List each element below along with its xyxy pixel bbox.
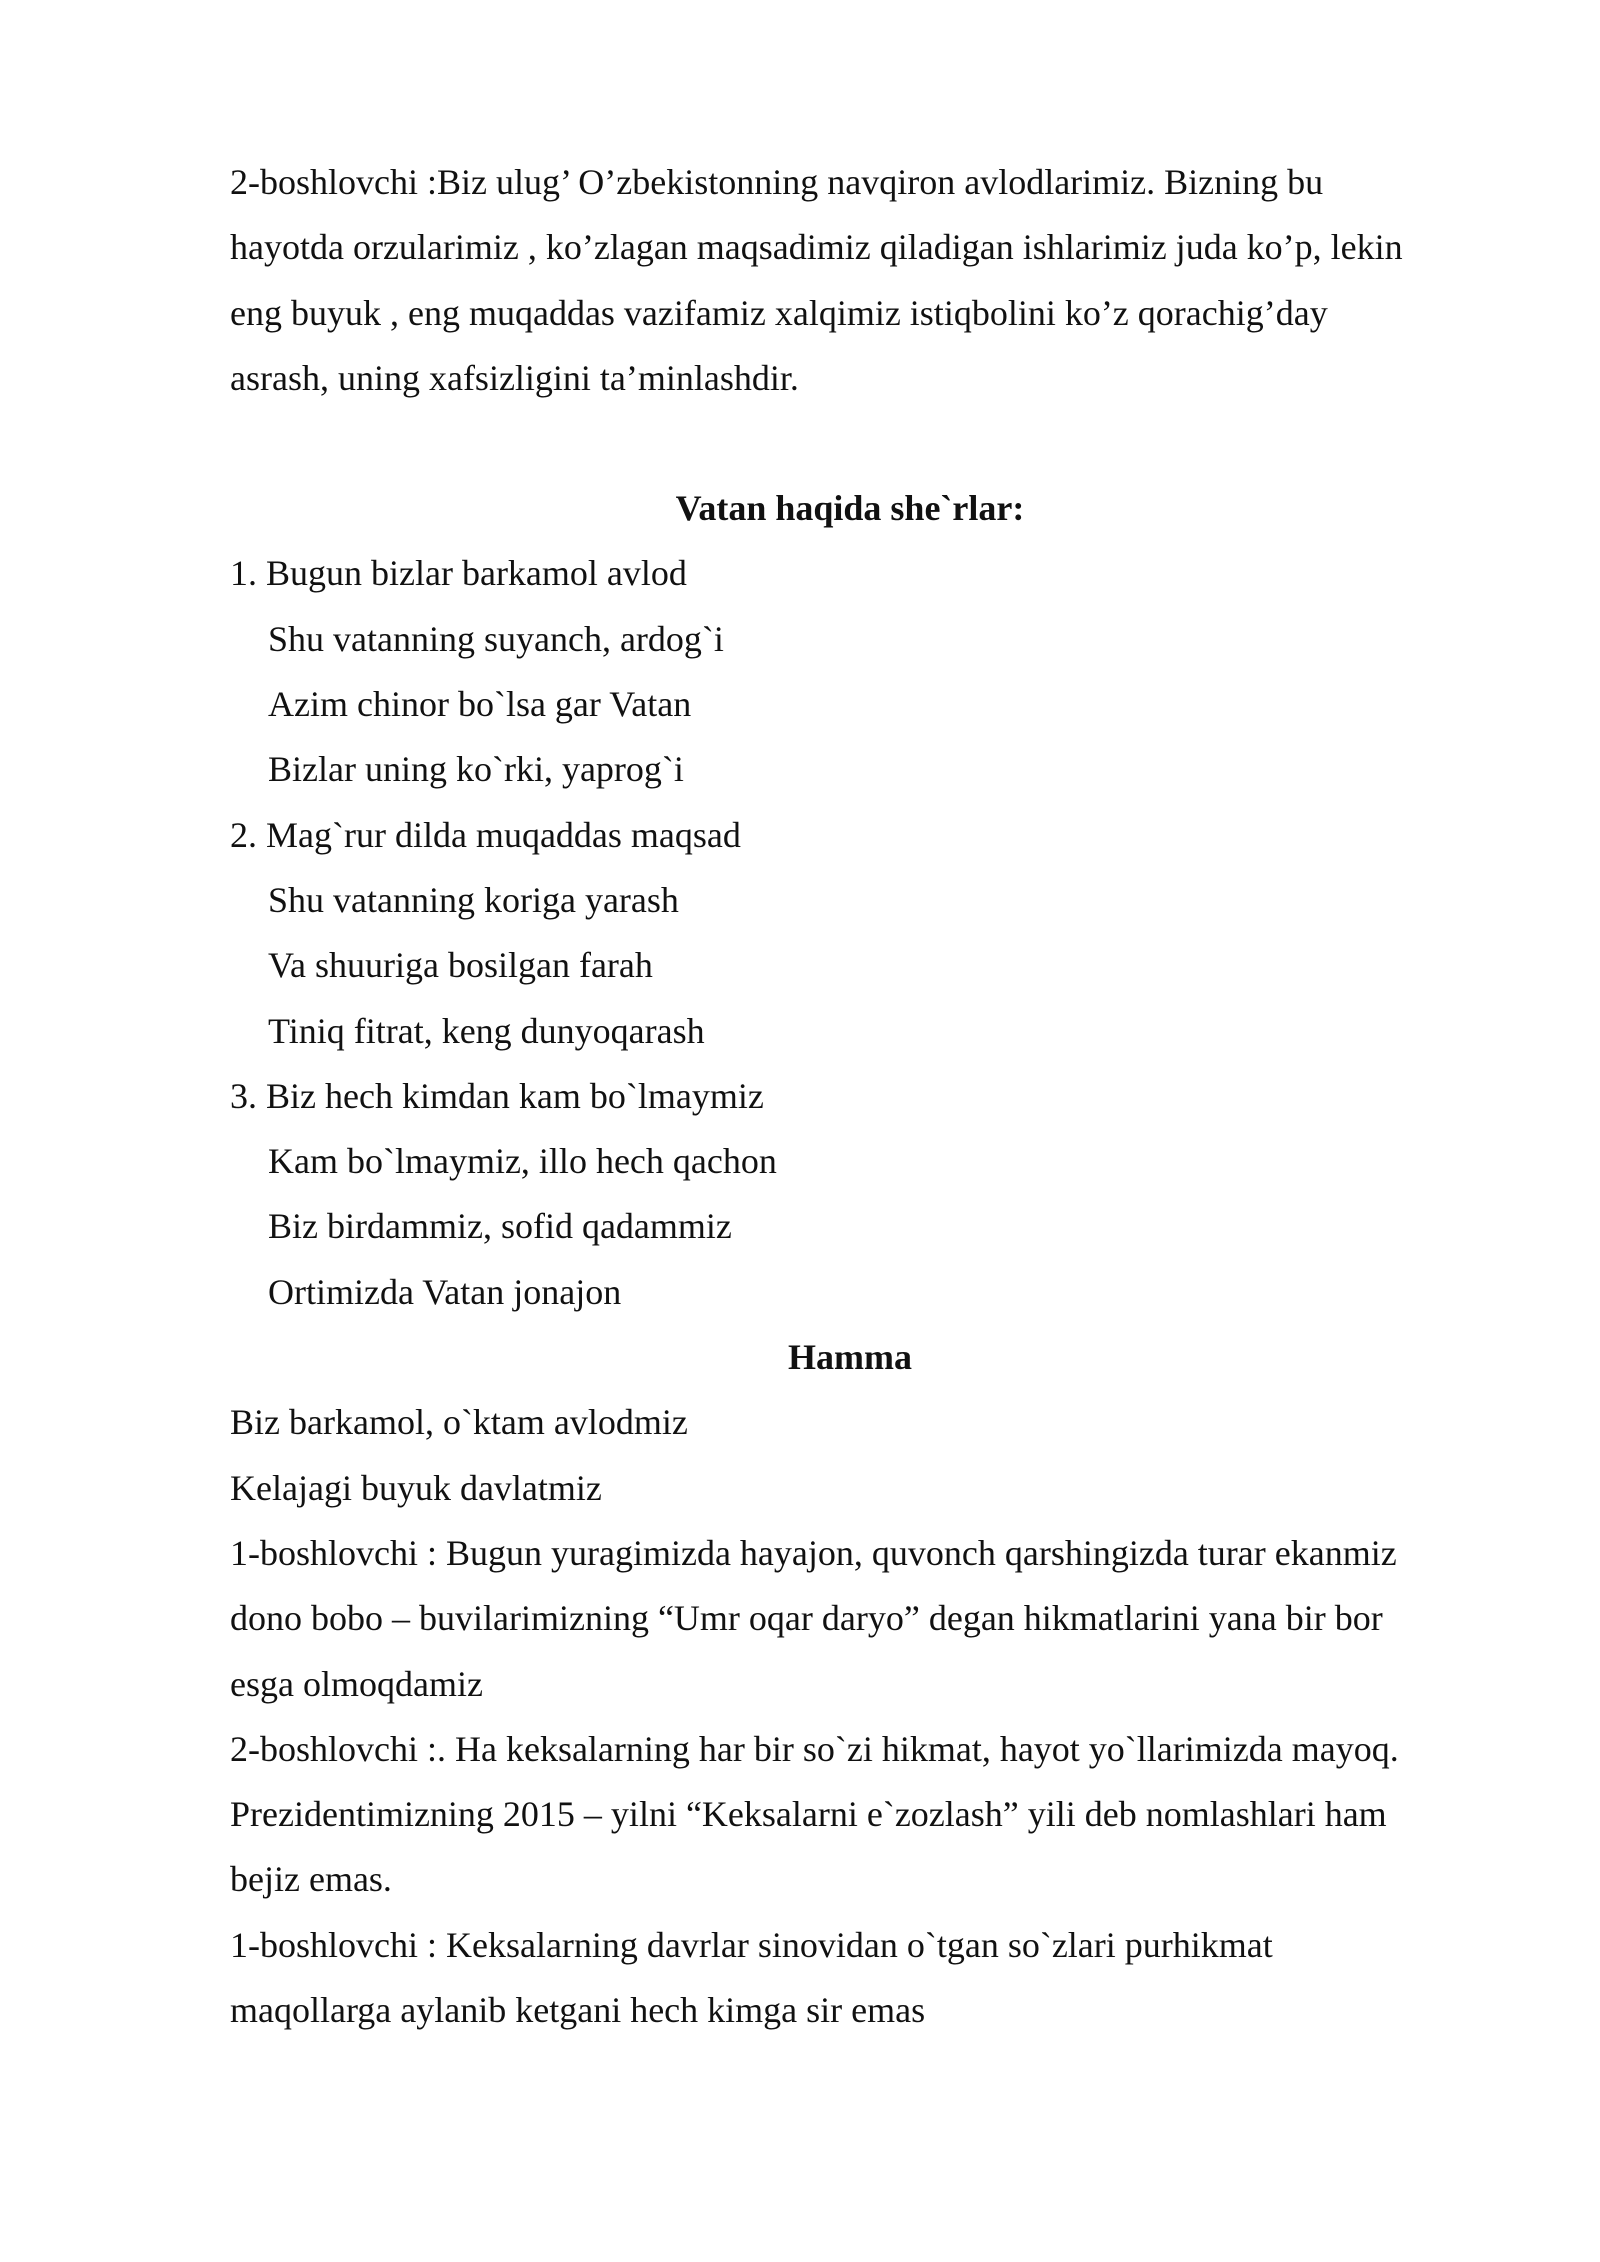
blank-line — [230, 411, 1470, 476]
stanza-1 — [230, 541, 1470, 802]
text-line: esga olmoqdamiz — [230, 1663, 483, 1704]
stanza-line: Bizlar uning ko`rki, yaprog`i — [268, 749, 684, 790]
text-line: asrash, uning xafsizligini ta’minlashdir. — [230, 357, 799, 398]
stanza-3 — [230, 1064, 1470, 1325]
text-line: eng buyuk , eng muqaddas vazifamiz xalqimiz istiqbolini ko’z qorachig’day — [230, 292, 1328, 333]
text-line: 1-boshlovchi : Bugun yuragimizda hayajon, quvonch qarshingizda turar ekanmiz — [230, 1532, 1397, 1573]
chorus-line: Biz barkamol, o`ktam avlodmiz — [230, 1402, 688, 1443]
paragraph-host-3 — [230, 1913, 1470, 2044]
document-page — [230, 150, 1470, 2043]
stanza-line: Shu vatanning suyanch, ardog`i — [268, 618, 724, 659]
text-line: Prezidentimizning 2015 – yilni “Keksalarni e`zozlash” yili deb nomlashlari ham — [230, 1794, 1387, 1835]
text-line: hayotda orzularimiz , ko’zlagan maqsadimiz qiladigan ishlarimiz juda ko’p, lekin — [230, 227, 1403, 268]
stanza-first-line: 1. Bugun bizlar barkamol avlod — [230, 553, 687, 594]
paragraph-host-2 — [230, 1717, 1470, 1913]
poem-heading: Vatan haqida she`rlar: — [675, 488, 1025, 529]
text-line: maqollarga aylanib ketgani hech kimga sir emas — [230, 1990, 926, 2031]
intro-paragraph — [230, 150, 1470, 411]
chorus-line: Kelajagi buyuk davlatmiz — [230, 1467, 602, 1508]
stanza-line: Ortimizda Vatan jonajon — [268, 1271, 622, 1312]
stanza-first-line: 3. Biz hech kimdan kam bo`lmaymiz — [230, 1075, 764, 1116]
text-line: bejiz emas. — [230, 1859, 392, 1900]
stanza-line: Va shuuriga bosilgan farah — [268, 945, 653, 986]
stanza-first-line: 2. Mag`rur dilda muqaddas maqsad — [230, 814, 741, 855]
text-line: 1-boshlovchi : Keksalarning davrlar sinovidan o`tgan so`zlari purhikmat — [230, 1924, 1273, 1965]
stanza-line: Azim chinor bo`lsa gar Vatan — [268, 684, 692, 725]
text-line: 2-boshlovchi :Biz ulug’ O’zbekistonning navqiron avlodlarimiz. Bizning bu — [230, 162, 1324, 202]
chorus-heading: Hamma — [788, 1337, 912, 1378]
stanza-line: Shu vatanning koriga yarash — [268, 879, 679, 920]
stanza-line: Tiniq fitrat, keng dunyoqarash — [268, 1010, 705, 1051]
text-line: 2-boshlovchi :. Ha keksalarning har bir so`zi hikmat, hayot yo`llarimizda mayoq. — [230, 1728, 1399, 1769]
stanza-line: Biz birdammiz, sofid qadammiz — [268, 1206, 732, 1247]
text-line: dono bobo – buvilarimizning “Umr oqar daryo” degan hikmatlarini yana bir bor — [230, 1598, 1383, 1639]
chorus — [230, 1390, 1470, 1521]
stanza-line: Kam bo`lmaymiz, illo hech qachon — [268, 1141, 777, 1182]
paragraph-host-1 — [230, 1521, 1470, 1717]
stanza-2 — [230, 803, 1470, 1064]
